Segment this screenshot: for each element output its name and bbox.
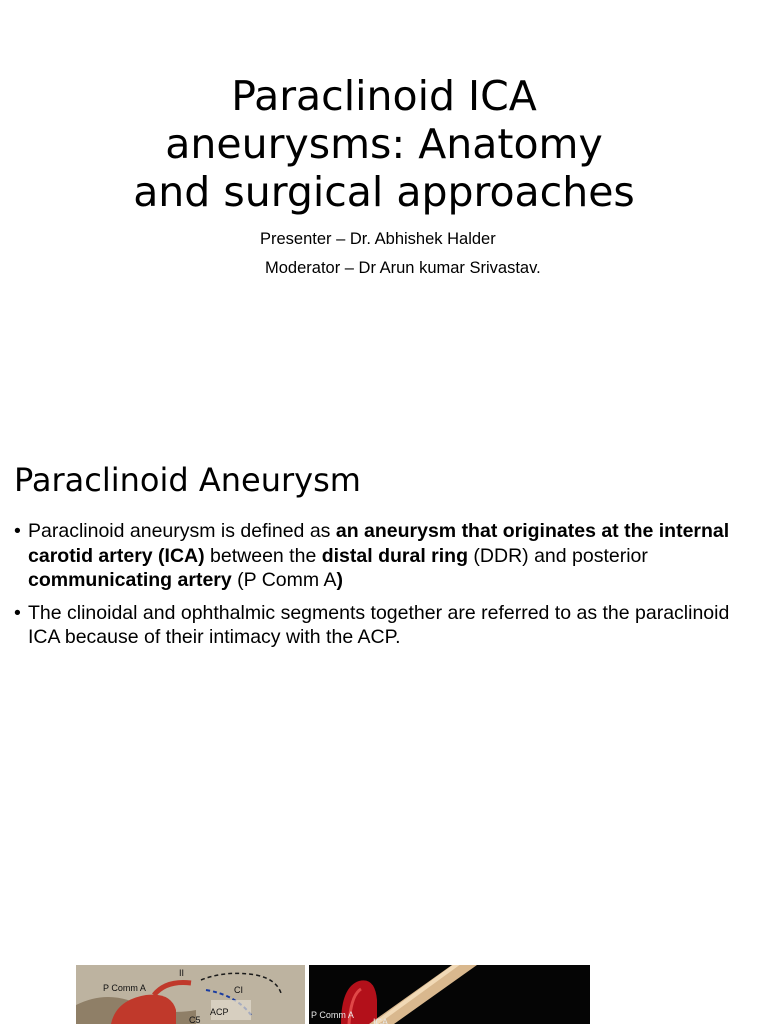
- label-ci: CI: [234, 985, 243, 995]
- bullet-segments: • The clinoidal and ophthalmic segments together are referred to as the paraclinoid ICA because of their intimacy with the ACP.: [14, 601, 754, 650]
- content-slide: [0, 420, 768, 965]
- bullet1-bold-4: ): [336, 569, 343, 591]
- illustration-photo: [309, 965, 590, 1024]
- title-slide: [0, 0, 768, 420]
- label-pcomm-a: P Comm A: [103, 983, 146, 993]
- presenter-line: Presenter – Dr. Abhishek Halder: [260, 230, 496, 248]
- bullet-list: [14, 519, 754, 658]
- bullet1-bold-1: an aneurysm that originates at the internal carotid artery (ICA): [28, 520, 730, 567]
- title-line-2: aneurysms: Anatomy: [165, 120, 603, 168]
- bullet1-bold-2: distal dural ring: [321, 544, 468, 567]
- bullet-definition: [14, 519, 754, 593]
- slide-heading: Paraclinoid Aneurysm: [14, 461, 361, 499]
- label-acp: ACP: [210, 1007, 229, 1017]
- bullet1-bold-3: communicating artery: [28, 569, 232, 591]
- title-line-3: and surgical approaches: [133, 168, 635, 216]
- bullet1-text-2: between the: [204, 544, 322, 567]
- label-ii: II: [179, 968, 185, 978]
- slide3-images: [0, 965, 768, 1024]
- bullet1-text-3: (DDR) and posterior: [468, 544, 648, 567]
- label-pcomm-a-2: P Comm A: [311, 1010, 354, 1020]
- bullet1-text-4: (P Comm A: [231, 569, 337, 591]
- title-line-1: Paraclinoid ICA: [231, 72, 537, 120]
- anatomy-photo: [76, 965, 305, 1024]
- slide-title: [0, 72, 768, 216]
- bullet1-text-1: Paraclinoid aneurysm is defined as: [28, 520, 336, 542]
- label-ica: ICA: [373, 1017, 389, 1024]
- label-c5: C5: [189, 1015, 201, 1024]
- moderator-line: Moderator – Dr Arun kumar Srivastav.: [265, 259, 541, 277]
